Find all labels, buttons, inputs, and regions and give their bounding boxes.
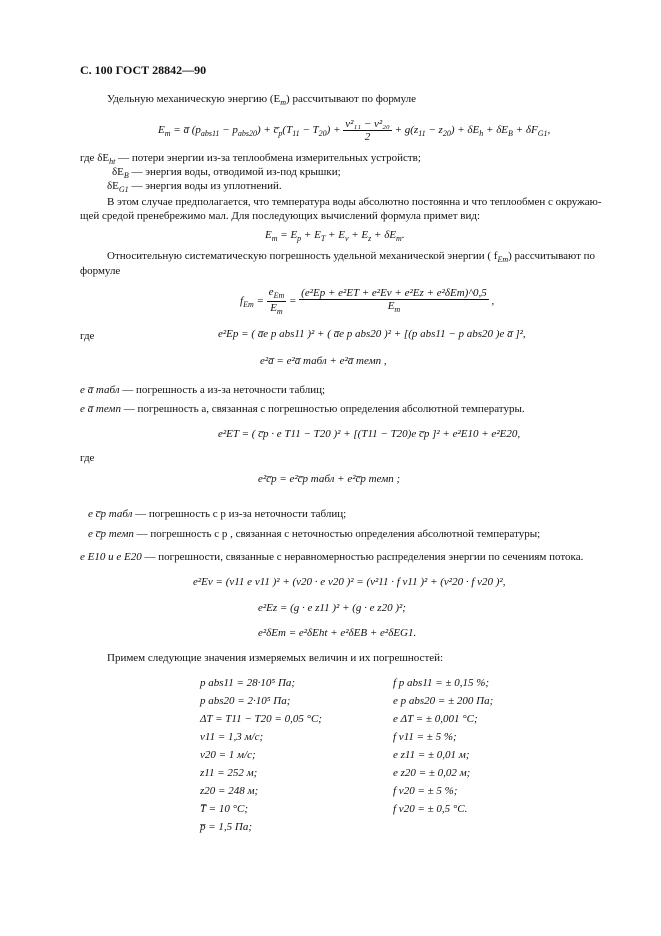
- where-g1-sub: G1: [118, 185, 129, 194]
- def2-text: — погрешность a, связанная с погрешностью определения абсолютной температуры.: [120, 403, 525, 415]
- error-pabs11: f p abs11 = ± 0,15 %;: [393, 677, 490, 689]
- def-ea-table: [80, 384, 325, 396]
- error-pabs20: e p abs20 = ± 200 Па;: [393, 695, 494, 707]
- def5-sym: e E10 и e E20: [80, 551, 142, 563]
- where-b: [112, 166, 341, 181]
- f1-b-sub: abs20: [237, 129, 257, 139]
- f1-a: = a̅ (p: [173, 124, 201, 137]
- value-tbar: T̅ = 10 °C;: [200, 803, 248, 815]
- f3-frac1-den-sub: m: [276, 306, 283, 316]
- f1-k: + δF: [515, 124, 538, 137]
- f1-h: − z: [428, 124, 443, 137]
- f2-lhs: E: [265, 229, 272, 241]
- f1-lhs: E: [158, 124, 165, 137]
- p3-end: ) рассчитывают по: [508, 250, 596, 262]
- f2-tail: + δE: [374, 229, 397, 241]
- def-ea-temp: [80, 403, 525, 415]
- where-ht-sub: ht: [109, 157, 116, 166]
- def3-text: — погрешность c p из-за неточности таблиц;: [132, 508, 347, 520]
- paragraph-relative-error: [107, 250, 595, 265]
- formula-ev: e²Ev = (v11 e v11 )² + (v20 · e v20 )² = (v²11 · f v11 )² + (v²20 · f v20 )²,: [193, 576, 506, 588]
- f1-j: + δE: [486, 124, 509, 137]
- where-g1-text: — энергия воды из уплотнений.: [128, 180, 282, 192]
- value-pabs20: p abs20 = 2·10⁵ Па;: [200, 695, 291, 707]
- f1-end: ,: [547, 124, 551, 137]
- error-z11: e z11 = ± 0,01 м;: [393, 749, 470, 761]
- intro-text: Удельную механическую энергию (E: [107, 93, 281, 105]
- def5-text: — погрешности, связанные с неравномерностью распределения энергии по сечениям потока.: [141, 551, 584, 563]
- value-pbar: p̅ = 1,5 Па;: [200, 821, 253, 833]
- f1-d-sub: 11: [292, 129, 300, 139]
- where-b-label: δE: [112, 166, 124, 178]
- f1-g: + g(z: [394, 124, 419, 137]
- f3-frac1-num-sub: Em: [273, 291, 285, 300]
- values-left: [200, 677, 322, 839]
- formula-ecp: e²c̅p = e²c̅p табл + e²c̅p темп ;: [258, 473, 401, 485]
- value-v11: v11 = 1,3 м/с;: [200, 731, 264, 743]
- f3-eq1: =: [256, 294, 264, 307]
- f3-lhs-sub: Em: [243, 299, 254, 309]
- f3-frac1-den: E: [270, 301, 277, 314]
- error-v11: f v11 = ± 5 %;: [393, 731, 457, 743]
- formula-ep: e²Ep = ( a̅e p abs11 )² + ( a̅e p abs20 )² + [(p abs11 − p abs20 )e a̅ ]²,: [218, 328, 526, 340]
- f1-c-sub: p: [278, 129, 283, 139]
- p3-line2: формуле: [80, 265, 121, 277]
- error-v20: f v20 = ± 5 %;: [393, 785, 458, 797]
- error-v20-temp: f v20 = ± 0,5 °C.: [393, 803, 468, 815]
- def-ecp-table: [88, 508, 346, 520]
- intro-end: ) рассчитывают по формуле: [286, 93, 417, 105]
- f1-h-sub: 20: [442, 129, 451, 139]
- where-g1: [107, 180, 282, 195]
- where-b-sub: B: [123, 171, 129, 180]
- def-e10-e20: [80, 551, 583, 563]
- f3-frac2-den-sub: m: [394, 305, 401, 315]
- f1-j-sub: B: [508, 129, 513, 139]
- value-z20: z20 = 248 м;: [200, 785, 259, 797]
- where-ht: [80, 152, 421, 167]
- where-b-text: — энергия воды, отводимой из-под крышки;: [128, 166, 341, 178]
- formula-edem: e²δEm = e²δEht + e²δEB + e²δEG1.: [258, 627, 417, 639]
- f1-k-sub: G1: [537, 129, 548, 139]
- intro-line: [107, 93, 416, 108]
- formula-energy: [158, 118, 550, 143]
- f1-frac-den: 2: [364, 131, 371, 144]
- f1-i-sub: h: [479, 129, 484, 139]
- def2-sym: e a̅ темп: [80, 403, 121, 415]
- value-z11: z11 = 252 м;: [200, 767, 258, 779]
- f1-i: ) + δE: [450, 124, 480, 137]
- where-ht-label: где δE: [80, 152, 110, 164]
- f3-fraction2: [299, 287, 489, 315]
- def1-sym: e a̅ табл: [80, 384, 120, 396]
- paragraph-values: Примем следующие значения измеряемых величин и их погрешностей:: [107, 652, 444, 664]
- formula-simplified: $E_m = E_p + E_T + E_v + E_z + \delta E_m$.: [265, 229, 405, 243]
- p3-sub: Em: [497, 255, 509, 264]
- f1-e-sub: 20: [318, 129, 327, 139]
- f2-term-t: T: [320, 234, 326, 243]
- f2-term-z: z: [368, 234, 372, 243]
- f3-eq2: =: [288, 294, 297, 307]
- f1-e: − T: [302, 124, 319, 137]
- f1-d: (T: [282, 124, 293, 137]
- f1-g-sub: 11: [418, 129, 426, 139]
- def1-text: — погрешность a из-за неточности таблиц;: [119, 384, 326, 396]
- f2-lhs-sub: m: [271, 234, 278, 243]
- gde-3: где: [80, 452, 95, 464]
- f2-tail-sub: m: [396, 234, 402, 243]
- f3-frac1-num: e: [268, 286, 274, 298]
- formula-et: e²ET = ( c̅p · e T11 − T20 )² + [(T11 − T20)e c̅p ]² + e²E10 + e²E20,: [218, 428, 521, 440]
- values-right: [393, 677, 493, 821]
- page-header: С. 100 ГОСТ 28842—90: [80, 63, 207, 77]
- f3-frac2-num: (e²Ep + e²ET + e²Ev + e²Ez + e²δEm)^0,5: [301, 287, 487, 300]
- f2-eq: = E: [280, 229, 298, 241]
- where-g1-label: δE: [107, 180, 119, 192]
- value-v20: v20 = 1 м/с;: [200, 749, 256, 761]
- value-dt: ΔT = T11 − T20 = 0,05 °C;: [200, 713, 322, 725]
- error-z20: e z20 = ± 0,02 м;: [393, 767, 471, 779]
- f3-lhs: f: [240, 294, 244, 307]
- def4-text: — погрешность c p , связанная с неточностью определения абсолютной температуры;: [133, 528, 541, 540]
- f1-fraction: [343, 118, 392, 143]
- f3-fraction1: [267, 286, 287, 317]
- formula-ez: e²Ez = (g · e z11 )² + (g · e z20 )²;: [258, 602, 406, 614]
- def3-sym: e c̅p табл: [88, 508, 133, 520]
- value-pabs11: p abs11 = 28·10⁵ Па;: [200, 677, 296, 689]
- paragraph-assumption: В этом случае предполагается, что температура воды абсолютно постоянна и что теплообмен с окружаю-щей средой пренебрежимо мал. Для последующих вычислений формула примет вид:: [80, 196, 602, 222]
- f2-term-v: v: [344, 234, 349, 243]
- f2-term-p: p: [297, 234, 302, 243]
- f3-frac2-den: E: [387, 300, 395, 313]
- f1-frac-num: v²₁₁ − v²₂₀: [345, 118, 390, 130]
- formula-ea: e²a̅ = e²a̅ табл + e²a̅ темп ,: [260, 355, 387, 367]
- f1-a-sub: abs11: [200, 129, 220, 139]
- def-ecp-temp: [88, 528, 540, 540]
- f1-c: ) + c̅: [256, 124, 279, 137]
- f1-f: ) +: [326, 124, 341, 137]
- def4-sym: e c̅p темп: [88, 528, 134, 540]
- f1-b: − p: [222, 124, 238, 137]
- gde-2: где: [80, 330, 95, 342]
- error-dt: e ΔT = ± 0,001 °C;: [393, 713, 478, 725]
- f3-tail: ,: [491, 294, 495, 307]
- where-ht-text: — потери энергии из-за теплообмена измерительных устройств;: [115, 152, 421, 164]
- formula-relative: [240, 286, 494, 317]
- p3-text: Относительную систематическую погрешность удельной механической энергии ( f: [107, 250, 498, 262]
- intro-sub: m: [280, 98, 287, 107]
- f1-lhs-sub: m: [164, 129, 171, 139]
